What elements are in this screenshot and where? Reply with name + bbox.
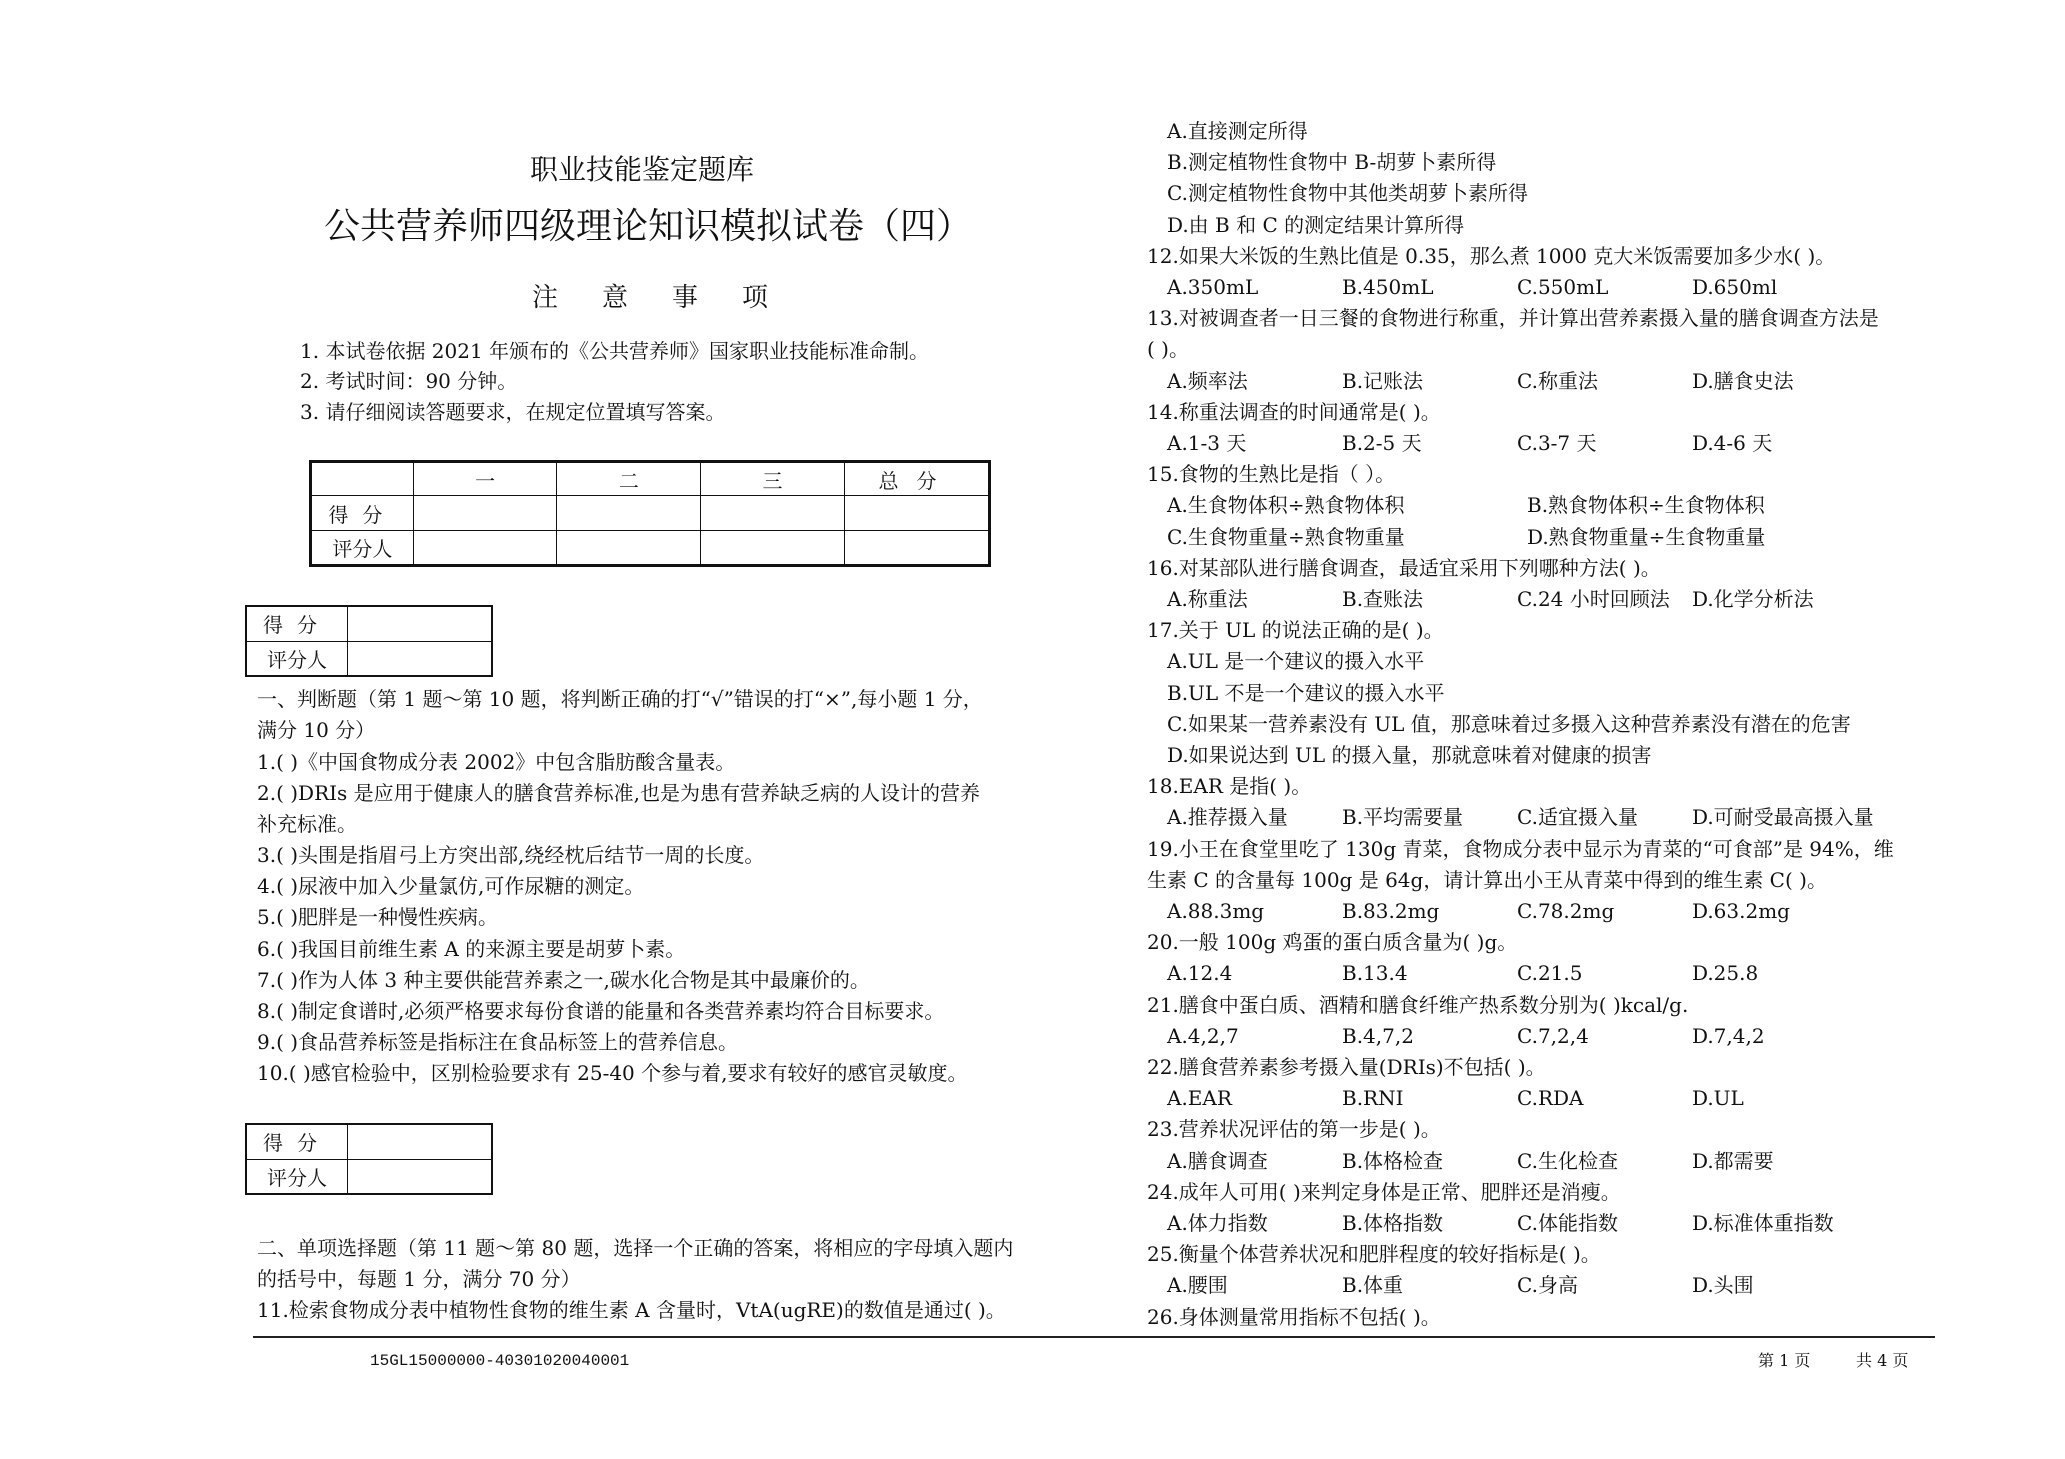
choice-option: D.标准体重指数 [1692, 1211, 1834, 1235]
note-2: 2. 考试时间：90 分钟。 [300, 369, 518, 393]
question-1: 1.( )《中国食物成分表 2002》中包含脂肪酸含量表。 [257, 750, 736, 774]
question-text: ( )。 [1147, 337, 1189, 361]
question-text: 25.衡量个体营养状况和肥胖程度的较好指标是( )。 [1147, 1242, 1601, 1266]
option-line: D.由 B 和 C 的测定结果计算所得 [1167, 213, 1465, 237]
score-cell[interactable] [844, 496, 989, 531]
section1-intro: 一、判断题（第 1 题～第 10 题，将判断正确的打“√”错误的打“×”,每小题 1 分， [257, 687, 983, 711]
grader-row-label: 评分人 [311, 531, 414, 566]
question-11: 11.检索食物成分表中植物性食物的维生素 A 含量时，VtA(ugRE)的数值是通过( )。 [257, 1298, 1006, 1322]
score-row-label: 得分 [311, 496, 414, 531]
grader-cell[interactable] [557, 531, 701, 566]
option-line: B.UL 不是一个建议的摄入水平 [1167, 681, 1445, 705]
score-cell[interactable] [413, 496, 557, 531]
choice-option: D.UL [1692, 1086, 1744, 1110]
question-2: 2.( )DRIs 是应用于健康人的膳食营养标准,也是为患有营养缺乏病的人设计的营养 [257, 781, 981, 805]
score-header-2: 二 [557, 462, 701, 496]
question-6: 6.( )我国目前维生素 A 的来源主要是胡萝卜素。 [257, 937, 686, 961]
option-line: A.直接测定所得 [1167, 119, 1308, 143]
score-header-total: 总分 [844, 462, 989, 496]
score-header-blank [311, 462, 414, 496]
question-text: 12.如果大米饭的生熟比值是 0.35，那么煮 1000 克大米饭需要加多少水( )。 [1147, 244, 1836, 268]
choice-option: D.头围 [1692, 1273, 1754, 1297]
mini-score-label: 得分 [246, 1124, 348, 1159]
choice-option: A.12.4 [1167, 961, 1233, 985]
grader-cell[interactable] [701, 531, 845, 566]
choice-option: B.83.2mg [1342, 899, 1440, 923]
choice-option: D.4-6 天 [1692, 431, 1773, 455]
footer-rule [253, 1336, 1935, 1338]
question-2-cont: 补充标准。 [257, 812, 357, 836]
question-text: 20.一般 100g 鸡蛋的蛋白质含量为( )g。 [1147, 930, 1518, 954]
choice-option: A.88.3mg [1167, 899, 1265, 923]
bank-title: 职业技能鉴定题库 [530, 153, 755, 186]
question-text: 15.食物的生熟比是指（ ）。 [1147, 462, 1396, 486]
question-text: 19.小王在食堂里吃了 130g 青菜，食物成分表中显示为青菜的“可食部”是 94%，维 [1147, 837, 1894, 861]
score-table [309, 460, 991, 567]
choice-option: B.450mL [1342, 275, 1434, 299]
option-line: C.如果某一营养素没有 UL 值，那意味着过多摄入这种营养素没有潜在的危害 [1167, 712, 1851, 736]
choice-option: B.平均需要量 [1342, 805, 1464, 829]
choice-option: D.650ml [1692, 275, 1778, 299]
choice-option: C.称重法 [1517, 369, 1598, 393]
mini-score-label: 得分 [246, 606, 348, 641]
question-text: 24.成年人可用( )来判定身体是正常、肥胖还是消瘦。 [1147, 1180, 1621, 1204]
question-5: 5.( )肥胖是一种慢性疾病。 [257, 905, 499, 929]
choice-option: D.63.2mg [1692, 899, 1790, 923]
question-text: 22.膳食营养素参考摄入量(DRIs)不包括( )。 [1147, 1055, 1546, 1079]
question-10: 10.( )感官检验中，区别检验要求有 25-40 个参与着,要求有较好的感官灵敏度。 [257, 1061, 968, 1085]
choice-option: A.EAR [1167, 1086, 1232, 1110]
question-4: 4.( )尿液中加入少量氯仿,可作尿糖的测定。 [257, 874, 645, 898]
choice-option: B.熟食物体积÷生食物体积 [1527, 493, 1765, 517]
question-text: 13.对被调查者一日三餐的食物进行称重，并计算出营养素摄入量的膳食调查方法是 [1147, 306, 1879, 330]
choice-option: A.推荐摄入量 [1167, 805, 1288, 829]
section2-intro-cont: 的括号中，每题 1 分，满分 70 分） [257, 1267, 581, 1291]
choice-option: C.适宜摄入量 [1517, 805, 1638, 829]
choice-option: B.13.4 [1342, 961, 1408, 985]
score-header-3: 三 [701, 462, 845, 496]
score-cell[interactable] [701, 496, 845, 531]
choice-option: D.化学分析法 [1692, 587, 1814, 611]
question-9: 9.( )食品营养标签是指标注在食品标签上的营养信息。 [257, 1030, 739, 1054]
mini-score-cell[interactable] [348, 1124, 493, 1159]
note-3: 3. 请仔细阅读答题要求，在规定位置填写答案。 [300, 400, 726, 424]
section2-intro: 二、单项选择题（第 11 题～第 80 题，选择一个正确的答案，将相应的字母填入题内 [257, 1236, 1014, 1260]
question-text: 23.营养状况评估的第一步是( )。 [1147, 1117, 1441, 1141]
question-7: 7.( )作为人体 3 种主要供能营养素之一,碳水化合物是其中最廉价的。 [257, 968, 870, 992]
question-8: 8.( )制定食谱时,必须严格要求每份食谱的能量和各类营养素均符合目标要求。 [257, 999, 945, 1023]
score-cell[interactable] [557, 496, 701, 531]
footer-total: 共 4 页 [1856, 1351, 1909, 1370]
option-line: D.如果说达到 UL 的摄入量，那就意味着对健康的损害 [1167, 743, 1652, 767]
choice-option: A.腰围 [1167, 1273, 1228, 1297]
choice-option: D.可耐受最高摄入量 [1692, 805, 1874, 829]
choice-option: D.都需要 [1692, 1149, 1774, 1173]
choice-option: C.7,2,4 [1517, 1024, 1589, 1048]
choice-option: D.7,4,2 [1692, 1024, 1765, 1048]
note-1: 1. 本试卷依据 2021 年颁布的《公共营养师》国家职业技能标准命制。 [300, 339, 930, 363]
choice-option: A.膳食调查 [1167, 1149, 1268, 1173]
mini-grader-cell[interactable] [348, 1159, 493, 1194]
choice-option: B.记账法 [1342, 369, 1424, 393]
section1-intro-cont: 满分 10 分） [257, 718, 376, 742]
footer-page: 第 1 页 [1758, 1351, 1811, 1370]
choice-option: A.体力指数 [1167, 1211, 1268, 1235]
option-line: A.UL 是一个建议的摄入水平 [1167, 649, 1425, 673]
choice-option: C.550mL [1517, 275, 1609, 299]
choice-option: A.1-3 天 [1167, 431, 1247, 455]
option-line: B.测定植物性食物中 B-胡萝卜素所得 [1167, 150, 1497, 174]
mini-grader-cell[interactable] [348, 641, 493, 676]
choice-option: C.RDA [1517, 1086, 1584, 1110]
choice-option: A.称重法 [1167, 587, 1248, 611]
section1-score-table [245, 605, 493, 677]
question-text: 18.EAR 是指( )。 [1147, 774, 1312, 798]
choice-option: B.体重 [1342, 1273, 1404, 1297]
mini-grader-label: 评分人 [246, 641, 348, 676]
choice-option: B.4,7,2 [1342, 1024, 1414, 1048]
choice-option: C.体能指数 [1517, 1211, 1618, 1235]
question-text: 16.对某部队进行膳食调查，最适宜采用下列哪种方法( )。 [1147, 556, 1661, 580]
section2-score-table [245, 1123, 493, 1195]
choice-option: C.生食物重量÷熟食物重量 [1167, 525, 1405, 549]
choice-option: C.身高 [1517, 1273, 1578, 1297]
choice-option: B.体格检查 [1342, 1149, 1444, 1173]
choice-option: C.生化检查 [1517, 1149, 1618, 1173]
question-text: 14.称重法调查的时间通常是( )。 [1147, 400, 1441, 424]
choice-option: A.4,2,7 [1167, 1024, 1239, 1048]
choice-option: D.膳食史法 [1692, 369, 1794, 393]
choice-option: B.查账法 [1342, 587, 1424, 611]
choice-option: D.25.8 [1692, 961, 1759, 985]
grader-cell[interactable] [844, 531, 989, 566]
option-line: C.测定植物性食物中其他类胡萝卜素所得 [1167, 181, 1528, 205]
choice-option: B.体格指数 [1342, 1211, 1444, 1235]
choice-option: C.24 小时回顾法 [1517, 587, 1670, 611]
score-header-1: 一 [413, 462, 557, 496]
footer-code: 15GL15000000-40301020040001 [370, 1352, 630, 1370]
question-text: 17.关于 UL 的说法正确的是( )。 [1147, 618, 1444, 642]
choice-option: B.2-5 天 [1342, 431, 1422, 455]
choice-option: A.频率法 [1167, 369, 1248, 393]
choice-option: C.78.2mg [1517, 899, 1615, 923]
notice-title: 注意事项 [532, 283, 813, 313]
grader-cell[interactable] [413, 531, 557, 566]
mini-grader-label: 评分人 [246, 1159, 348, 1194]
choice-option: D.熟食物重量÷生食物重量 [1527, 525, 1766, 549]
question-text: 21.膳食中蛋白质、酒精和膳食纤维产热系数分别为( )kcal/g. [1147, 993, 1689, 1017]
choice-option: A.生食物体积÷熟食物体积 [1167, 493, 1405, 517]
question-text: 26.身体测量常用指标不包括( )。 [1147, 1305, 1441, 1329]
choice-option: A.350mL [1167, 275, 1259, 299]
choice-option: B.RNI [1342, 1086, 1404, 1110]
question-3: 3.( )头围是指眉弓上方突出部,绕经枕后结节一周的长度。 [257, 843, 765, 867]
choice-option: C.21.5 [1517, 961, 1583, 985]
question-text: 生素 C 的含量每 100g 是 64g，请计算出小王从青菜中得到的维生素 C( )。 [1147, 868, 1827, 892]
exam-title: 公共营养师四级理论知识模拟试卷（四） [324, 206, 973, 247]
choice-option: C.3-7 天 [1517, 431, 1597, 455]
mini-score-cell[interactable] [348, 606, 493, 641]
